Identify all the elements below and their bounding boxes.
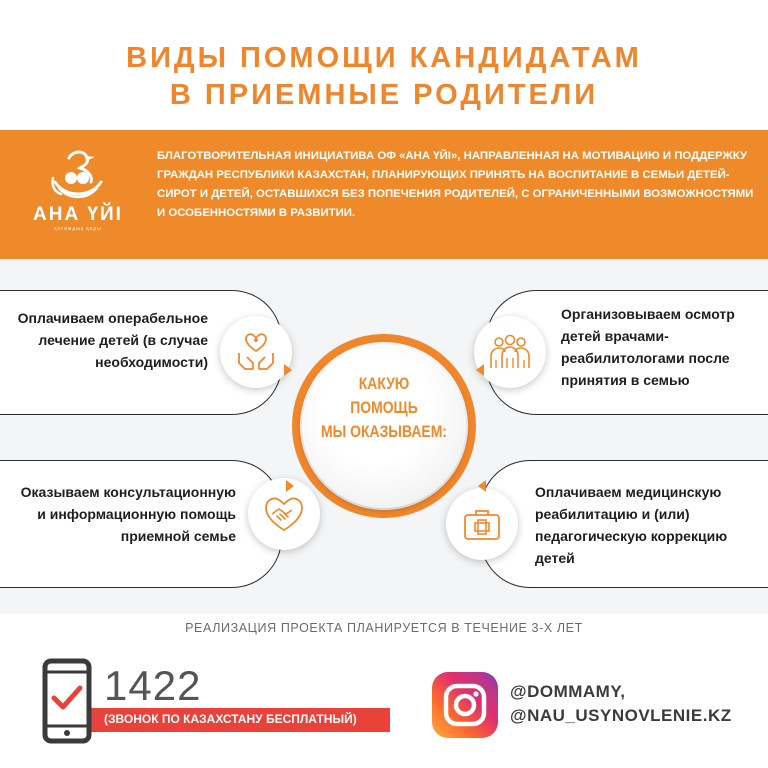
- smartphone-icon: [42, 658, 92, 744]
- ana-uyi-logo: [28, 148, 128, 243]
- instagram-handle-1[interactable]: @DOMMAMY,: [510, 682, 626, 701]
- center-line-3: МЫ ОКАЗЫВАЕМ:: [321, 422, 447, 441]
- page-title: [0, 40, 768, 114]
- icon-circle-doctors: [474, 316, 546, 388]
- pointer-arrow: [284, 364, 292, 376]
- title-line-2: В ПРИЕМНЫЕ РОДИТЕЛИ: [169, 79, 599, 111]
- hotline-note: (ЗВОНОК ПО КАЗАХСТАНУ БЕСПЛАТНЫЙ): [104, 712, 357, 726]
- pointer-arrow: [286, 480, 294, 492]
- instagram-handles: [510, 680, 732, 728]
- icon-circle-consulting: [248, 478, 320, 550]
- pointer-arrow: [478, 480, 486, 492]
- doctors-group-icon: [487, 332, 533, 372]
- help-card-surgery-text: Оплачиваем операбельное лечение детей (в случае необходимости): [17, 310, 208, 370]
- instagram-handle-2[interactable]: @NAU_USYNOVLENIE.KZ: [510, 706, 732, 725]
- hands-heart-icon: [235, 331, 277, 373]
- help-card-consulting: [0, 460, 282, 588]
- pointer-arrow: [476, 364, 484, 376]
- banner-description: БЛАГОТВОРИТЕЛЬНАЯ ИНИЦИАТИВА ОФ «АНА ҮЙІ», НАПРАВЛЕННАЯ НА МОТИВАЦИЮ И ПОДДЕРЖКУ ГРАЖДАН РЕСПУБЛИКИ КАЗАХСТАН, ПЛАНИРУЮЩИХ ПРИНЯТЬ НА ВОСПИТАНИЕ В СЕМЬИ ДЕТЕЙ-СИРОТ И ДЕТЕЙ, ОСТАВШИХСЯ БЕЗ ПОПЕЧЕНИЯ РОДИТЕЛЕЙ, С ОГРАНИЧЕННЫМИ ВОЗМОЖНОСТЯМИ И ОСОБЕННОСТЯМИ В РАЗВИТИИ.: [157, 150, 754, 219]
- help-card-doctors-text: Организовываем осмотр детей врачами-реабилитологами после принятия в семью: [561, 306, 735, 388]
- medical-case-icon: [462, 506, 502, 542]
- handshake-heart-icon: [262, 494, 306, 534]
- logo-subtitle: қоғамдық қоры: [54, 226, 102, 232]
- help-card-rehab: [480, 460, 768, 588]
- logo-name: АНА ҮЙІ: [33, 204, 123, 225]
- help-card-consulting-text: Оказываем консультационную и информационную помощь приемной семье: [20, 484, 236, 544]
- icon-circle-surgery: [220, 316, 292, 388]
- center-line-1: КАКУЮ: [358, 374, 410, 393]
- bird-nest-icon: [47, 148, 109, 202]
- icon-circle-rehab: [446, 488, 518, 560]
- instagram-icon[interactable]: [432, 672, 498, 738]
- center-line-2: ПОМОЩЬ: [350, 398, 418, 417]
- hotline-number[interactable]: 1422: [104, 662, 202, 709]
- realization-note: РЕАЛИЗАЦИЯ ПРОЕКТА ПЛАНИРУЕТСЯ В ТЕЧЕНИЕ 3-Х ЛЕТ: [185, 621, 583, 635]
- instagram-glyph-icon: [432, 672, 498, 738]
- title-line-1: ВИДЫ ПОМОЩИ КАНДИДАТАМ: [126, 42, 642, 74]
- center-heading: [317, 372, 451, 444]
- help-card-rehab-text: Оплачиваем медицинскую реабилитацию и (или) педагогическую коррекцию детей: [535, 484, 728, 566]
- intro-banner: [0, 130, 768, 259]
